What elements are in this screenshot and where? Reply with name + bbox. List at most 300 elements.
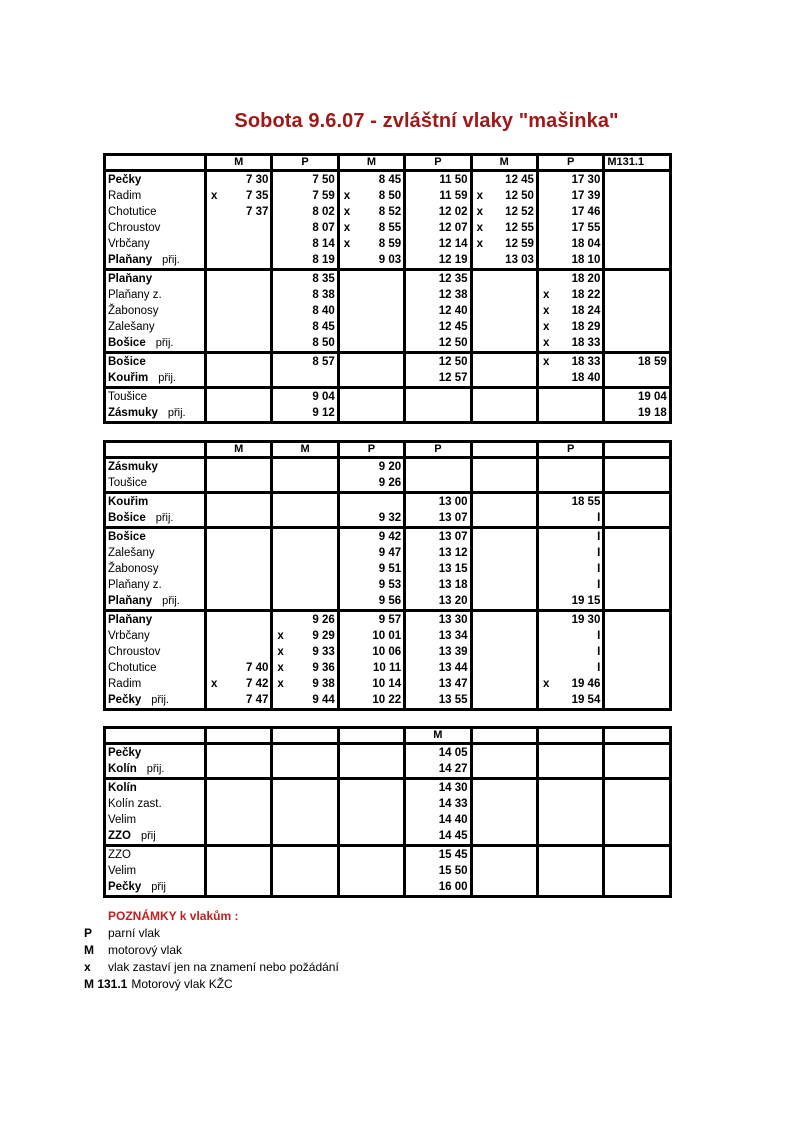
- time-cell: [206, 676, 272, 692]
- departure-time: 18 40: [571, 372, 601, 384]
- time-cell: [272, 528, 338, 546]
- request-stop-mark: [408, 236, 422, 252]
- request-stop-mark: [209, 660, 223, 676]
- time-cell: [405, 846, 471, 864]
- time-cell: [272, 676, 338, 692]
- time-cell: [338, 593, 404, 611]
- time-cell: [537, 335, 603, 353]
- departure-time: 18 22: [571, 289, 601, 301]
- departure-time: 13 39: [438, 646, 468, 658]
- timetable-row: [105, 545, 671, 561]
- time-cell: [604, 493, 670, 511]
- request-stop-mark: [541, 271, 555, 287]
- time-cell: [206, 611, 272, 629]
- request-stop-mark: [541, 204, 555, 220]
- time-cell: [604, 644, 670, 660]
- station-name: Bošice: [108, 512, 146, 524]
- station-cell: [105, 319, 206, 335]
- time-cell: [272, 779, 338, 797]
- time-cell: [272, 220, 338, 236]
- time-cell: [405, 628, 471, 644]
- station-cell: [105, 863, 206, 879]
- time-cell: [338, 545, 404, 561]
- note-item: [84, 942, 339, 959]
- departure-time: 12 45: [505, 174, 534, 186]
- time-cell: [272, 287, 338, 303]
- time-cell: [537, 577, 603, 593]
- departure-time: 19 18: [637, 407, 667, 419]
- time-cell: [338, 846, 404, 864]
- time-cell: [338, 171, 404, 189]
- time-cell: [206, 828, 272, 846]
- request-stop-mark: [342, 612, 356, 628]
- request-stop-mark: [408, 676, 422, 692]
- departure-time: 12 38: [438, 289, 468, 301]
- time-cell: [604, 287, 670, 303]
- time-cell: [272, 796, 338, 812]
- time-cell: [471, 475, 537, 493]
- time-cell: [471, 692, 537, 710]
- note-item: [84, 976, 339, 993]
- request-stop-mark: x: [542, 289, 550, 301]
- time-cell: [471, 319, 537, 335]
- station-cell: [105, 812, 206, 828]
- time-cell: [405, 236, 471, 252]
- time-cell: [272, 319, 338, 335]
- departure-time: 9 33: [312, 646, 335, 658]
- time-cell: [405, 370, 471, 388]
- request-stop-mark: x: [476, 190, 483, 202]
- time-cell: [272, 846, 338, 864]
- request-stop-mark: [408, 303, 422, 319]
- departure-time: I: [597, 630, 601, 642]
- time-cell: [405, 879, 471, 897]
- time-cell: [405, 644, 471, 660]
- time-cell: [272, 475, 338, 493]
- timetable-row: [105, 828, 671, 846]
- timetable-row: [105, 692, 671, 710]
- timetable-row: [105, 188, 671, 204]
- time-cell: [338, 335, 404, 353]
- time-cell: [206, 812, 272, 828]
- station-name: Toušice: [108, 477, 147, 489]
- arrival-marker: přij.: [162, 595, 180, 607]
- station-cell: [105, 761, 206, 779]
- time-cell: [272, 252, 338, 270]
- request-stop-mark: [541, 370, 555, 386]
- departure-time: 8 35: [312, 273, 335, 285]
- time-cell: [272, 577, 338, 593]
- departure-time: 13 44: [438, 662, 468, 674]
- request-stop-mark: [342, 529, 356, 545]
- departure-time: 7 30: [246, 174, 269, 186]
- departure-time: 15 50: [438, 865, 468, 877]
- time-cell: [272, 370, 338, 388]
- timetable-row: [105, 593, 671, 611]
- station-cell: [105, 593, 206, 611]
- time-cell: [206, 204, 272, 220]
- time-cell: [537, 510, 603, 528]
- request-stop-mark: [541, 644, 555, 660]
- departure-time: 8 52: [378, 206, 402, 218]
- request-stop-mark: [408, 796, 422, 812]
- time-cell: [604, 458, 670, 476]
- time-cell: [604, 335, 670, 353]
- request-stop-mark: x: [542, 337, 550, 349]
- request-stop-mark: [275, 204, 289, 220]
- time-cell: [537, 812, 603, 828]
- arrival-marker: přij.: [162, 254, 180, 266]
- request-stop-mark: [342, 660, 356, 676]
- request-stop-mark: [275, 252, 289, 268]
- time-cell: [272, 388, 338, 406]
- station-name: Plaňany: [108, 273, 153, 285]
- time-cell: [338, 405, 404, 423]
- departure-time: 13 34: [438, 630, 468, 642]
- request-stop-mark: [342, 577, 356, 593]
- time-cell: [537, 270, 603, 288]
- time-cell: [338, 577, 404, 593]
- request-stop-mark: x: [343, 206, 351, 218]
- time-cell: [537, 493, 603, 511]
- departure-time: 13 15: [438, 563, 468, 575]
- timetable-row: [105, 744, 671, 762]
- station-name: Plaňany z.: [108, 289, 162, 301]
- station-cell: [105, 188, 206, 204]
- request-stop-mark: [475, 252, 489, 268]
- time-cell: [604, 405, 670, 423]
- timetable-3: [103, 726, 672, 898]
- departure-time: 13 00: [438, 496, 468, 508]
- time-cell: [604, 528, 670, 546]
- departure-time: 8 02: [312, 206, 335, 218]
- time-cell: [405, 593, 471, 611]
- station-header: [105, 728, 206, 744]
- time-cell: [272, 188, 338, 204]
- time-cell: [405, 660, 471, 676]
- departure-time: 13 18: [438, 579, 468, 591]
- time-cell: [338, 220, 404, 236]
- time-cell: [272, 270, 338, 288]
- departure-time: 9 12: [312, 407, 335, 419]
- departure-time: 12 55: [505, 222, 534, 234]
- request-stop-mark: x: [277, 662, 284, 674]
- request-stop-mark: [408, 354, 422, 370]
- time-cell: [338, 303, 404, 319]
- station-cell: [105, 879, 206, 897]
- departure-time: 9 26: [312, 614, 335, 626]
- arrival-marker: přij.: [151, 694, 169, 706]
- timetable-row: [105, 353, 671, 371]
- train-type-header: P: [272, 155, 338, 171]
- time-cell: [338, 779, 404, 797]
- request-stop-mark: [541, 510, 555, 526]
- time-cell: [537, 188, 603, 204]
- time-cell: [206, 270, 272, 288]
- request-stop-mark: [541, 529, 555, 545]
- station-cell: [105, 220, 206, 236]
- departure-time: 9 36: [312, 662, 335, 674]
- time-cell: [206, 863, 272, 879]
- request-stop-mark: [342, 545, 356, 561]
- request-stop-mark: [541, 577, 555, 593]
- arrival-marker: přij.: [146, 763, 165, 775]
- request-stop-mark: [541, 692, 555, 708]
- request-stop-mark: [275, 612, 289, 628]
- time-cell: [206, 628, 272, 644]
- departure-time: 18 59: [637, 356, 667, 368]
- time-cell: [471, 561, 537, 577]
- time-cell: [537, 528, 603, 546]
- header-row: [105, 442, 671, 458]
- time-cell: [471, 812, 537, 828]
- request-stop-mark: [342, 593, 356, 609]
- departure-time: 12 02: [438, 206, 468, 218]
- time-cell: [537, 458, 603, 476]
- request-stop-mark: [408, 577, 422, 593]
- time-cell: [206, 171, 272, 189]
- station-cell: [105, 561, 206, 577]
- request-stop-mark: [408, 204, 422, 220]
- time-cell: [471, 458, 537, 476]
- time-cell: [471, 370, 537, 388]
- departure-time: 7 42: [246, 678, 269, 690]
- time-cell: [272, 812, 338, 828]
- station-name: Vrbčany: [108, 630, 150, 642]
- train-type-header: M: [338, 155, 404, 171]
- timetable-row: [105, 528, 671, 546]
- station-name: Plaňany: [108, 614, 153, 626]
- request-stop-mark: [408, 745, 422, 761]
- time-cell: [338, 828, 404, 846]
- request-stop-mark: [408, 863, 422, 879]
- station-cell: [105, 252, 206, 270]
- time-cell: [471, 846, 537, 864]
- note-text: vlak zastaví jen na znamení nebo požádání: [108, 960, 339, 974]
- departure-time: 10 06: [372, 646, 402, 658]
- station-cell: [105, 287, 206, 303]
- time-cell: [405, 188, 471, 204]
- arrival-marker: přij.: [158, 372, 176, 384]
- departure-time: 9 56: [378, 595, 402, 607]
- time-cell: [272, 510, 338, 528]
- time-cell: [537, 593, 603, 611]
- request-stop-mark: [408, 220, 422, 236]
- station-name: Pečky: [108, 747, 142, 759]
- time-cell: [405, 676, 471, 692]
- time-cell: [604, 812, 670, 828]
- arrival-marker: přij: [151, 881, 166, 893]
- request-stop-mark: [408, 812, 422, 828]
- time-cell: [471, 528, 537, 546]
- departure-time: 12 50: [438, 337, 468, 349]
- station-cell: [105, 846, 206, 864]
- timetable-row: [105, 220, 671, 236]
- arrival-marker: přij: [141, 830, 156, 842]
- time-cell: [206, 744, 272, 762]
- request-stop-mark: [342, 252, 356, 268]
- train-type-header: [471, 442, 537, 458]
- departure-time: 10 22: [372, 694, 402, 706]
- request-stop-mark: [541, 628, 555, 644]
- station-cell: [105, 545, 206, 561]
- timetable-row: [105, 388, 671, 406]
- time-cell: [405, 220, 471, 236]
- departure-time: 14 40: [438, 814, 468, 826]
- timetable-row: [105, 319, 671, 335]
- station-cell: [105, 303, 206, 319]
- station-name: Radim: [108, 678, 142, 690]
- train-type-header: M: [471, 155, 537, 171]
- request-stop-mark: [408, 780, 422, 796]
- departure-time: 18 04: [571, 238, 601, 250]
- station-cell: [105, 676, 206, 692]
- time-cell: [471, 545, 537, 561]
- request-stop-mark: [408, 188, 422, 204]
- time-cell: [206, 879, 272, 897]
- time-cell: [604, 593, 670, 611]
- departure-time: 17 39: [571, 190, 601, 202]
- station-name: Kolín zast.: [108, 798, 162, 810]
- station-name: Bošice: [108, 356, 146, 368]
- station-name: Pečky: [108, 694, 142, 706]
- request-stop-mark: [275, 236, 289, 252]
- departure-time: I: [597, 646, 601, 658]
- station-name: Radim: [108, 190, 142, 202]
- departure-time: 8 59: [378, 238, 402, 250]
- time-cell: [405, 744, 471, 762]
- departure-time: 19 15: [571, 595, 601, 607]
- request-stop-mark: [408, 692, 422, 708]
- request-stop-mark: [342, 692, 356, 708]
- time-cell: [537, 846, 603, 864]
- request-stop-mark: [275, 389, 289, 405]
- request-stop-mark: x: [476, 206, 483, 218]
- time-cell: [471, 252, 537, 270]
- request-stop-mark: [275, 354, 289, 370]
- time-cell: [537, 388, 603, 406]
- time-cell: [471, 628, 537, 644]
- time-cell: [537, 545, 603, 561]
- request-stop-mark: [607, 389, 621, 405]
- timetable-row: [105, 405, 671, 423]
- request-stop-mark: [408, 761, 422, 777]
- departure-time: 9 38: [312, 678, 335, 690]
- station-name: Kolín: [108, 763, 137, 775]
- train-type-header: [338, 728, 404, 744]
- time-cell: [537, 319, 603, 335]
- request-stop-mark: [342, 644, 356, 660]
- departure-time: 19 04: [637, 391, 667, 403]
- request-stop-mark: [275, 220, 289, 236]
- time-cell: [338, 204, 404, 220]
- departure-time: 12 07: [438, 222, 468, 234]
- time-cell: [338, 796, 404, 812]
- arrival-marker: přij.: [155, 337, 174, 349]
- train-type-header: [206, 728, 272, 744]
- time-cell: [405, 828, 471, 846]
- request-stop-mark: x: [277, 630, 284, 642]
- time-cell: [471, 593, 537, 611]
- time-cell: [471, 611, 537, 629]
- time-cell: [338, 493, 404, 511]
- departure-time: 8 57: [312, 356, 335, 368]
- departure-time: 13 30: [438, 614, 468, 626]
- time-cell: [471, 676, 537, 692]
- request-stop-mark: x: [476, 238, 483, 250]
- request-stop-mark: x: [277, 646, 284, 658]
- time-cell: [405, 611, 471, 629]
- departure-time: 13 12: [438, 547, 468, 559]
- request-stop-mark: [209, 204, 223, 220]
- time-cell: [338, 863, 404, 879]
- request-stop-mark: [541, 188, 555, 204]
- station-name: ZZO: [108, 830, 131, 842]
- page-title: Sobota 9.6.07 - zvláštní vlaky "mašinka": [234, 110, 619, 132]
- departure-time: 18 24: [571, 305, 601, 317]
- request-stop-mark: [408, 879, 422, 895]
- station-cell: [105, 335, 206, 353]
- train-type-header: P: [338, 442, 404, 458]
- time-cell: [537, 828, 603, 846]
- note-item: [84, 959, 339, 976]
- request-stop-mark: [342, 459, 356, 475]
- time-cell: [471, 828, 537, 846]
- station-cell: [105, 405, 206, 423]
- train-type-header: M: [206, 442, 272, 458]
- time-cell: [471, 188, 537, 204]
- request-stop-mark: x: [542, 321, 550, 333]
- time-cell: [604, 303, 670, 319]
- station-name: Žabonosy: [108, 305, 159, 317]
- time-cell: [272, 171, 338, 189]
- time-cell: [537, 692, 603, 710]
- departure-time: 18 33: [571, 356, 601, 368]
- time-cell: [272, 335, 338, 353]
- time-cell: [537, 204, 603, 220]
- time-cell: [604, 761, 670, 779]
- timetable-row: [105, 577, 671, 593]
- time-cell: [537, 287, 603, 303]
- timetable-row: [105, 236, 671, 252]
- time-cell: [537, 761, 603, 779]
- request-stop-mark: x: [211, 190, 218, 202]
- time-cell: [471, 220, 537, 236]
- time-cell: [338, 692, 404, 710]
- time-cell: [604, 388, 670, 406]
- time-cell: [471, 863, 537, 879]
- time-cell: [272, 303, 338, 319]
- departure-time: I: [597, 563, 601, 575]
- station-name: Kouřim: [108, 372, 149, 384]
- timetable-row: [105, 171, 671, 189]
- station-cell: [105, 828, 206, 846]
- station-cell: [105, 204, 206, 220]
- time-cell: [604, 879, 670, 897]
- request-stop-mark: [541, 236, 555, 252]
- note-text: parní vlak: [108, 926, 161, 940]
- departure-time: 8 07: [312, 222, 335, 234]
- timetable-row: [105, 335, 671, 353]
- time-cell: [206, 370, 272, 388]
- time-cell: [537, 405, 603, 423]
- request-stop-mark: [408, 335, 422, 351]
- departure-time: 10 11: [373, 662, 402, 674]
- request-stop-mark: [607, 405, 621, 421]
- time-cell: [206, 335, 272, 353]
- timetable-row: [105, 761, 671, 779]
- request-stop-mark: [541, 172, 555, 188]
